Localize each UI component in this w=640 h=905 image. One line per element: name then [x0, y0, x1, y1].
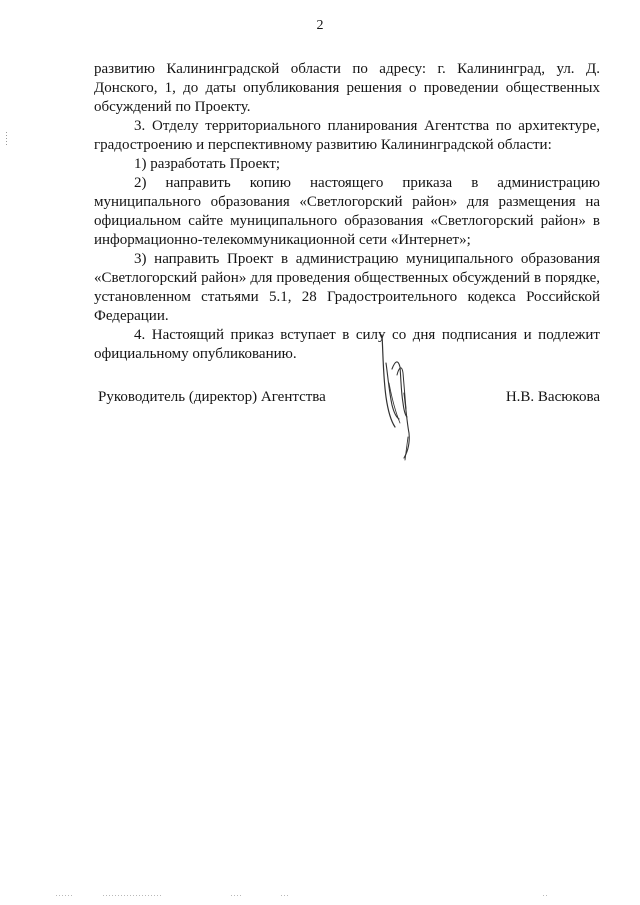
signer-name: Н.В. Васюкова [505, 389, 600, 405]
paragraph-item-3: 3. Отделу территориального планирования Агентства по архитектуре, градостроению и перспективному развитию Калининградской области: [94, 118, 600, 153]
handwritten-signature [368, 333, 424, 463]
scan-artifacts [0, 893, 640, 899]
paragraph-continuation: развитию Калининградской области по адресу: г. Калининград, ул. Д. Донского, 1, до даты опубликования решения о проведении общественных обсуждений по Проекту. [94, 61, 600, 115]
scan-margin-mark [6, 132, 7, 146]
paragraph-subitem-3: 3) направить Проект в администрацию муниципального образования «Светлогорский район» для проведения общественных обсуждений в порядке, установленном статьями 5.1, 28 Градостроительного кодекса Российской Федерации. [94, 251, 600, 324]
signature-block [98, 388, 600, 410]
page-number: 2 [316, 18, 324, 33]
paragraph-subitem-2: 2) направить копию настоящего приказа в администрацию муниципального образования «Светлогорский район» для размещения на официальном сайте муниципального образования «Светлогорский район» в информационно-телекоммуникационной сети «Интернет»; [94, 175, 600, 248]
signer-title: Руководитель (директор) Агентства [98, 389, 326, 405]
document-body [94, 60, 600, 364]
paragraph-item-4: 4. Настоящий приказ вступает в силу со дня подписания и подлежит официальному опубликованию. [94, 327, 600, 362]
paragraph-subitem-1: 1) разработать Проект; [134, 156, 281, 172]
